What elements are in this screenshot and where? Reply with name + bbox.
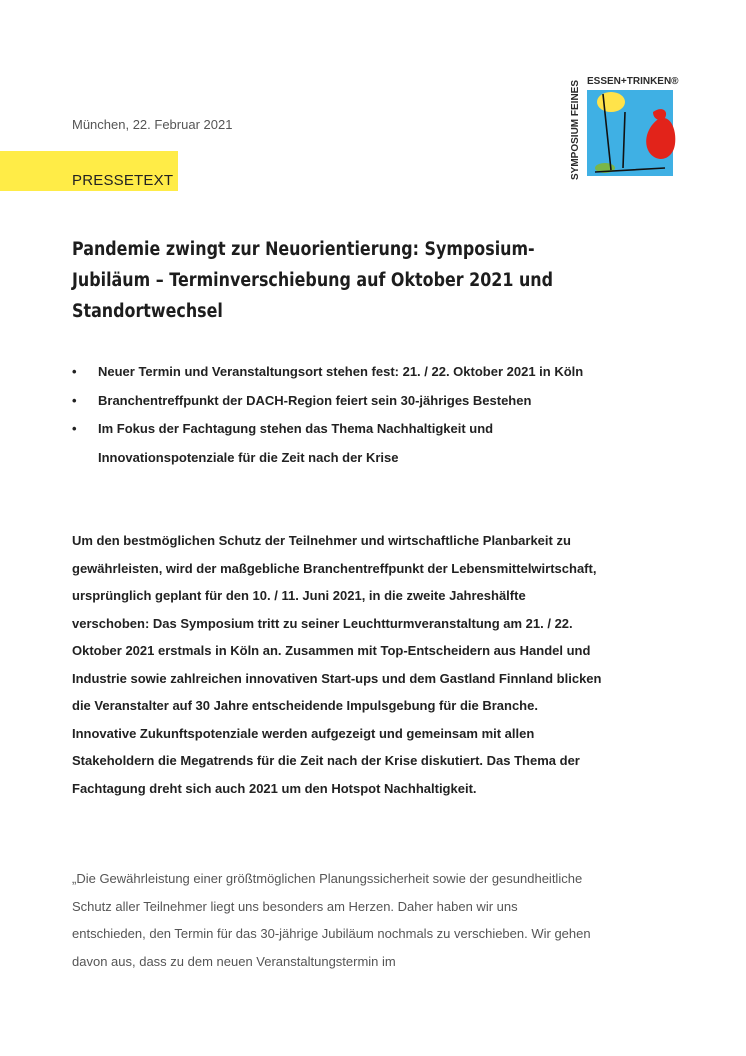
bullet-icon: • <box>72 392 77 408</box>
logo-yellow-shape <box>597 92 625 112</box>
key-point-text: Im Fokus der Fachtagung stehen das Thema Nachhaltigkeit und Innovationspotenziale für die Zeit nach der Krise <box>98 421 494 465</box>
key-point <box>72 358 592 387</box>
quote-paragraph: „Die Gewährleistung einer größtmöglichen Planungssicherheit sowie der gesundheitliche Schutz aller Teilnehmer liegt uns besonders am Herzen. Daher haben wir uns entschieden, den Termin für das 30-jährige Jubiläum nochmals zu verschieben. Wir gehen davon aus, dass zu dem neuen Veranstaltungstermin im <box>72 871 591 969</box>
press-date: München, 22. Februar 2021 <box>72 117 233 132</box>
symposium-logo <box>565 72 681 184</box>
key-point <box>72 387 592 416</box>
lead-paragraph: Um den bestmöglichen Schutz der Teilnehmer und wirtschaftliche Planbarkeit zu gewährleisten, wird der maßgebliche Branchentreffpunkt der Lebensmittelwirtschaft, ursprünglich geplant für den 10. / 11. Juni 2021, in die zweite Jahreshälfte verschoben: Das Symposium tritt zu seiner Leuchtturmveranstaltung am 21. / 22. Oktober 2021 erstmals in Köln an. Zusammen mit Top-Entscheidern aus Handel und Industrie sowie zahlreichen innovativen Start-ups und dem Gastland Finnland blicken die Veranstalter auf 30 Jahre entscheidende Impulsgebung für die Branche. Innovative Zukunftspotenziale werden aufgezeigt und gemeinsam mit allen Stakeholdern die Megatrends für die Zeit nach der Krise diskutiert. Das Thema der Fachtagung dreht sich auch 2021 um den Hotspot Nachhaltigkeit. <box>72 533 602 796</box>
bullet-icon: • <box>72 421 77 436</box>
logo-vertical-text: SYMPOSIUM FEINES <box>570 79 581 180</box>
headline: Pandemie zwingt zur Neuorientierung: Symposium-Jubiläum – Terminverschiebung auf Oktober 2021 und Standortwechsel <box>72 239 553 322</box>
key-point-text: Branchentreffpunkt der DACH-Region feiert sein 30-jähriges Bestehen <box>98 392 532 408</box>
bullet-icon: • <box>72 364 77 379</box>
logo-top-text: ESSEN+TRINKEN® <box>587 76 679 87</box>
press-label: PRESSETEXT <box>72 172 174 189</box>
key-points-list <box>72 358 592 472</box>
key-point-text: Neuer Termin und Veranstaltungsort stehen fest: 21. / 22. Oktober 2021 in Köln <box>98 364 584 379</box>
key-point <box>72 415 592 472</box>
